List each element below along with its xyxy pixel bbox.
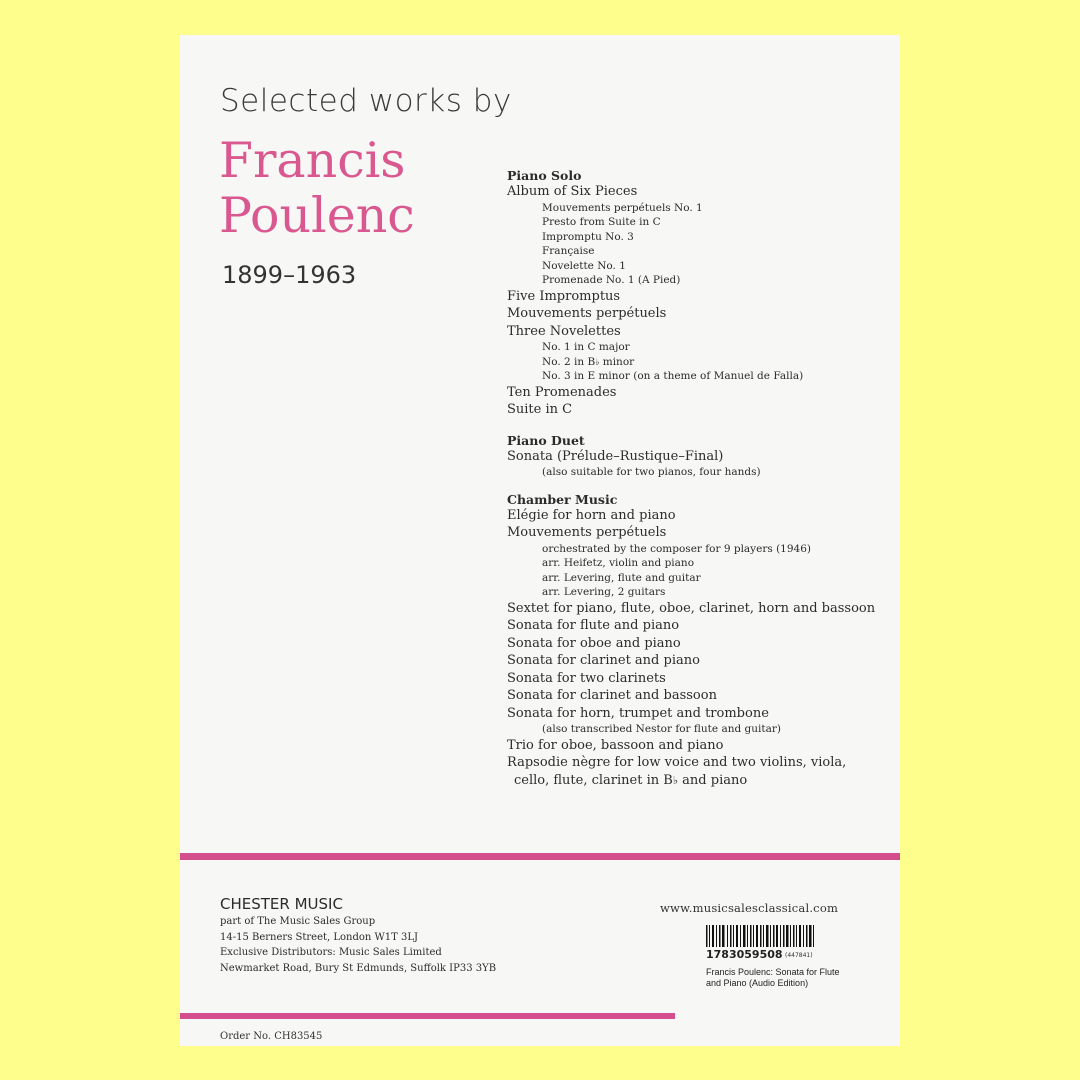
selected-works-heading: Selected works by: [220, 83, 512, 119]
composer-years: 1899–1963: [222, 261, 357, 289]
sub-item: [507, 355, 897, 370]
flat-symbol: ♭: [672, 773, 679, 787]
work-rapsodie-negre-continued: [507, 772, 897, 790]
sub-item: Promenade No. 1 (A Pied): [542, 274, 681, 286]
publisher-block: [220, 895, 496, 976]
sub-item: arr. Levering, 2 guitars: [542, 586, 666, 598]
list-item: Sonata for oboe and piano: [507, 635, 681, 651]
publisher-line: part of The Music Sales Group: [220, 916, 376, 927]
order-number: Order No. CH83545: [220, 1031, 323, 1042]
publisher-line: 14-15 Berners Street, London W1T 3LJ: [220, 931, 419, 943]
work-sonata-duet: Sonata (Prélude–Rustique–Final): [507, 448, 724, 464]
sub-item: arr. Levering, flute and guitar: [542, 571, 701, 584]
sub-item: Impromptu No. 3: [542, 230, 634, 243]
work-suite-in-c: Suite in C: [507, 402, 573, 417]
work-album-of-six-pieces: Album of Six Pieces: [507, 184, 638, 199]
stock-code: (447841): [785, 952, 813, 959]
list-item: Sonata for clarinet and piano: [507, 653, 700, 668]
composer-name: [219, 133, 415, 243]
sub-item: Française: [542, 245, 595, 257]
section-title-piano-duet: Piano Duet: [507, 432, 585, 448]
sub-item: No. 1 in C major: [542, 341, 630, 353]
work-trio: Trio for oboe, bassoon and piano: [507, 737, 724, 753]
work-mouvements-perpetuels: Mouvements perpétuels: [507, 306, 667, 321]
isbn-number: 1783059508: [706, 948, 783, 961]
sub-item: Novelette No. 1: [542, 259, 626, 272]
composer-first-name: Francis: [219, 132, 406, 189]
work-ten-promenades: Ten Promenades: [507, 384, 617, 400]
barcode-icon: [706, 925, 816, 947]
sub-item: Presto from Suite in C: [542, 216, 661, 228]
section-title-chamber-music: Chamber Music: [507, 491, 618, 507]
sub-item: arr. Heifetz, violin and piano: [542, 557, 695, 569]
sub-item: Mouvements perpétuels No. 1: [542, 201, 703, 214]
publisher-line: Newmarket Road, Bury St Edmunds, Suffolk IP33 3YB: [220, 962, 497, 974]
barcode-sticker: [700, 920, 870, 992]
sub-item: orchestrated by the composer for 9 players (1946): [542, 542, 811, 555]
work-mouvements-perpetuels: Mouvements perpétuels: [507, 525, 667, 540]
list-item: Sonata for horn, trumpet and trombone: [507, 705, 769, 721]
list-item: Sonata for flute and piano: [507, 618, 680, 633]
back-cover-page: [180, 35, 900, 1046]
pink-divider-top: [180, 853, 900, 860]
works-list: [507, 168, 897, 789]
sub-item: No. 3 in E minor (on a theme of Manuel de Falla): [542, 370, 804, 382]
rapsodie-suffix: and piano: [678, 772, 748, 788]
section-title-piano-solo: Piano Solo: [507, 168, 582, 183]
novelette-2-text: No. 2 in B: [542, 355, 596, 368]
flat-symbol: ♭: [595, 357, 600, 368]
rapsodie-text: cello, flute, clarinet in B: [514, 772, 673, 788]
work-three-novelettes: Three Novelettes: [507, 323, 621, 339]
product-title: [706, 967, 840, 989]
composer-last-name: Poulenc: [219, 187, 415, 244]
pink-divider-bottom: [180, 1013, 675, 1019]
sub-item: (also transcribed Nestor for flute and guitar): [542, 723, 781, 735]
work-rapsodie-negre: Rapsodie nègre for low voice and two violins, viola,: [507, 755, 847, 770]
sub-item: (also suitable for two pianos, four hands): [542, 466, 761, 478]
work-elegie: Elégie for horn and piano: [507, 507, 676, 523]
list-item: Sextet for piano, flute, oboe, clarinet, horn and bassoon: [507, 600, 876, 616]
publisher-name: CHESTER MUSIC: [220, 895, 343, 913]
novelette-2-suffix: minor: [599, 355, 635, 368]
list-item: Sonata for two clarinets: [507, 670, 666, 686]
website-url[interactable]: www.musicsalesclassical.com: [660, 901, 839, 915]
publisher-line: Exclusive Distributors: Music Sales Limited: [220, 947, 442, 958]
work-five-impromptus: Five Impromptus: [507, 288, 621, 304]
list-item: Sonata for clarinet and bassoon: [507, 688, 717, 703]
product-title-line: and Piano (Audio Edition): [706, 978, 809, 988]
product-title-line: Francis Poulenc: Sonata for Flute: [706, 967, 840, 977]
